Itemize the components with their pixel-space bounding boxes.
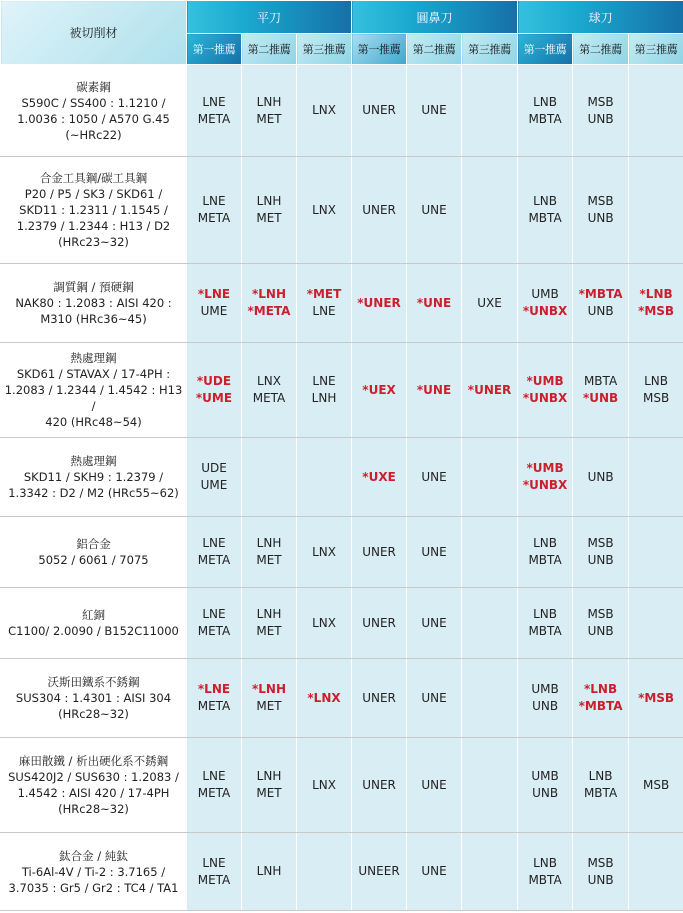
material-cell bbox=[1, 738, 187, 833]
recommendation-cell bbox=[573, 65, 629, 157]
sub-header-second: 第二推薦 bbox=[242, 34, 297, 65]
tool-code: UNB bbox=[587, 304, 614, 318]
recommendation-cell bbox=[297, 659, 352, 738]
recommendation-cell bbox=[297, 264, 352, 343]
tool-code: UNB bbox=[587, 211, 614, 225]
tool-code: UME bbox=[200, 304, 228, 318]
recommendation-cell bbox=[629, 264, 683, 343]
recommendation-cell bbox=[352, 517, 407, 588]
tool-code: MBTA bbox=[528, 624, 562, 638]
material-cell bbox=[1, 659, 187, 738]
tool-code: UNB bbox=[532, 786, 559, 800]
tool-code: *MBTA bbox=[578, 699, 623, 713]
recommendation-cell bbox=[297, 588, 352, 659]
recommendation-cell bbox=[462, 588, 518, 659]
tool-code: LNE bbox=[312, 374, 336, 388]
recommendation-cell bbox=[629, 343, 683, 438]
tool-code: LNH bbox=[256, 607, 282, 621]
table-row bbox=[1, 343, 683, 438]
recommendation-cell bbox=[462, 833, 518, 911]
tool-code: *UXE bbox=[362, 469, 396, 484]
recommendation-cell bbox=[573, 438, 629, 517]
table-row bbox=[1, 264, 683, 343]
tool-code: MSB bbox=[587, 194, 614, 208]
material-cell bbox=[1, 264, 187, 343]
material-spec-line: (HRc23~32) bbox=[58, 235, 129, 249]
recommendation-cell bbox=[297, 438, 352, 517]
recommendation-cell bbox=[352, 438, 407, 517]
recommendation-cell bbox=[407, 517, 462, 588]
recommendation-cell bbox=[573, 588, 629, 659]
sub-header-first: 第一推薦 bbox=[518, 34, 573, 65]
tool-code: UNB bbox=[532, 699, 559, 713]
recommendation-cell bbox=[573, 659, 629, 738]
recommendation-cell bbox=[242, 438, 297, 517]
recommendation-cell bbox=[573, 343, 629, 438]
recommendation-cell bbox=[352, 738, 407, 833]
material-spec-line: (HRc28~32) bbox=[58, 802, 129, 816]
tool-code: UME bbox=[200, 478, 228, 492]
tool-code: UNER bbox=[362, 690, 396, 705]
recommendation-cell bbox=[407, 264, 462, 343]
material-spec-line: 1.2379 / 1.2344 : H13 / D2 bbox=[16, 219, 171, 233]
recommendation-cell bbox=[242, 833, 297, 911]
tool-code: LNE bbox=[202, 94, 226, 109]
recommendation-cell bbox=[352, 157, 407, 264]
sub-header-third: 第三推薦 bbox=[297, 34, 352, 65]
tool-code: *UNBX bbox=[522, 478, 568, 492]
tool-code: LNE bbox=[202, 194, 226, 208]
tool-code: UNE bbox=[421, 103, 447, 117]
sub-header-first: 第一推薦 bbox=[352, 34, 407, 65]
tool-code: META bbox=[197, 872, 231, 887]
material-cell bbox=[1, 343, 187, 438]
tool-code: UNE bbox=[421, 469, 447, 484]
tool-code: MSB bbox=[587, 536, 614, 550]
material-cell bbox=[1, 65, 187, 157]
tool-code: LNE bbox=[202, 855, 226, 870]
tool-code: *UNER bbox=[357, 295, 401, 310]
material-spec-line: (HRc28~32) bbox=[58, 707, 129, 721]
sub-header-third: 第三推薦 bbox=[629, 34, 683, 65]
tool-code: *LNE bbox=[197, 682, 231, 696]
tool-code: MET bbox=[256, 111, 282, 126]
table-row bbox=[1, 588, 683, 659]
tool-code: UNER bbox=[362, 777, 396, 792]
recommendation-cell bbox=[407, 438, 462, 517]
recommendation-cell bbox=[629, 588, 683, 659]
material-spec-line: 1.2083 / 1.2344 / 1.4542 : H13 / bbox=[4, 383, 183, 413]
recommendation-cell bbox=[297, 738, 352, 833]
sub-header-third: 第三推薦 bbox=[462, 34, 518, 65]
recommendation-cell bbox=[407, 65, 462, 157]
tool-code: LNH bbox=[311, 391, 337, 405]
tool-code: LNH bbox=[256, 769, 282, 783]
tool-code: LNB bbox=[533, 536, 558, 550]
material-name: 鋁合金 bbox=[76, 537, 111, 551]
recommendation-cell bbox=[518, 517, 573, 588]
material-name: 鈦合金 / 純鈦 bbox=[59, 848, 128, 863]
material-cell bbox=[1, 157, 187, 264]
recommendation-cell bbox=[573, 157, 629, 264]
tool-code: META bbox=[197, 624, 231, 638]
tool-code: *UNBX bbox=[522, 304, 568, 318]
recommendation-cell bbox=[407, 343, 462, 438]
tool-code: LNE bbox=[202, 769, 226, 783]
tool-code: LNE bbox=[312, 304, 336, 318]
tool-code: LNH bbox=[256, 864, 282, 878]
tool-code: UNER bbox=[362, 544, 396, 559]
recommendation-cell bbox=[297, 517, 352, 588]
recommendation-cell bbox=[407, 738, 462, 833]
material-name: 沃斯田鐵系不銹鋼 bbox=[47, 675, 140, 689]
recommendation-cell bbox=[462, 659, 518, 738]
recommendation-cell bbox=[242, 738, 297, 833]
tool-code: LNX bbox=[257, 374, 281, 388]
tool-code: MSB bbox=[642, 777, 670, 792]
tool-code: MBTA bbox=[583, 374, 618, 388]
tool-code: META bbox=[252, 391, 286, 405]
material-spec-line: 3.7035 : Gr5 / Gr2 : TC4 / TA1 bbox=[8, 880, 179, 895]
tool-code: UNE bbox=[421, 544, 447, 559]
material-name: 碳素鋼 bbox=[76, 79, 111, 94]
tool-code: *LNE bbox=[197, 287, 231, 301]
material-spec-line: M310 (HRc36~45) bbox=[40, 312, 147, 326]
material-cell bbox=[1, 517, 187, 588]
tool-code: MBTA bbox=[528, 211, 562, 225]
material-spec-line: (~HRc22) bbox=[65, 127, 122, 142]
tool-code: MSB bbox=[587, 855, 614, 870]
tool-code: *UDE bbox=[196, 374, 232, 388]
tool-code: UNB bbox=[587, 553, 614, 567]
recommendation-cell bbox=[352, 588, 407, 659]
table-row bbox=[1, 157, 683, 264]
tool-code: *LNB bbox=[639, 287, 673, 301]
recommendation-cell bbox=[297, 343, 352, 438]
tool-code: MBTA bbox=[528, 872, 562, 887]
tool-code: MBTA bbox=[583, 786, 618, 800]
tool-code: UMB bbox=[531, 287, 559, 301]
tool-code: MET bbox=[256, 786, 282, 800]
tool-code: UNER bbox=[362, 103, 396, 117]
tool-code: LNB bbox=[588, 769, 613, 783]
recommendation-cell bbox=[518, 833, 573, 911]
recommendation-cell bbox=[297, 157, 352, 264]
material-spec-line: S590C / SS400 : 1.1210 / bbox=[21, 95, 166, 110]
tool-code: LNH bbox=[256, 536, 282, 550]
recommendation-cell bbox=[407, 157, 462, 264]
material-spec-line: NAK80 : 1.2083 : AISI 420 : bbox=[15, 296, 172, 310]
tool-code: UDE bbox=[201, 461, 227, 475]
tool-code: *MSB bbox=[638, 304, 675, 318]
recommendation-cell bbox=[629, 65, 683, 157]
material-spec-line: Ti-6Al-4V / Ti-2 : 3.7165 / bbox=[21, 864, 166, 879]
tool-code: LNH bbox=[256, 94, 282, 109]
tool-code: UMB bbox=[531, 769, 559, 783]
recommendation-cell bbox=[518, 343, 573, 438]
tool-code: UNE bbox=[421, 864, 447, 878]
material-spec-line: 1.4542 : AISI 420 / 17-4PH bbox=[17, 786, 170, 800]
tool-code: MET bbox=[256, 699, 282, 713]
group-header-flat: 平刀 bbox=[187, 1, 352, 34]
material-spec-line: P20 / P5 / SK3 / SKD61 / bbox=[24, 187, 163, 201]
recommendation-cell bbox=[187, 738, 242, 833]
material-spec-line: SUS304 : 1.4301 : AISI 304 bbox=[15, 691, 172, 705]
material-spec-line: 5052 / 6061 / 7075 bbox=[38, 553, 149, 567]
table-row bbox=[1, 65, 683, 157]
recommendation-cell bbox=[187, 343, 242, 438]
tool-code: MET bbox=[256, 553, 282, 567]
tool-code: UNE bbox=[421, 777, 447, 792]
recommendation-cell bbox=[462, 264, 518, 343]
material-spec-line: SKD11 : 1.2311 / 1.1545 / bbox=[19, 203, 168, 217]
recommendation-cell bbox=[242, 65, 297, 157]
material-spec-line: 1.3342 : D2 / M2 (HRc55~62) bbox=[8, 486, 179, 500]
tool-code: UNB bbox=[587, 469, 614, 484]
tool-code: *MET bbox=[306, 287, 342, 301]
tool-code: *META bbox=[247, 304, 291, 318]
material-column-header: 被切削材 bbox=[1, 1, 187, 65]
recommendation-cell bbox=[242, 517, 297, 588]
group-header-ball: 球刀 bbox=[518, 1, 683, 34]
tool-code: *UNB bbox=[582, 391, 619, 405]
recommendation-cell bbox=[573, 517, 629, 588]
recommendation-cell bbox=[242, 343, 297, 438]
recommendation-cell bbox=[629, 738, 683, 833]
recommendation-cell bbox=[573, 738, 629, 833]
tool-code: *UEX bbox=[362, 382, 396, 397]
tool-code: *LNH bbox=[251, 682, 286, 696]
tool-code: *UNE bbox=[416, 382, 452, 397]
material-cell bbox=[1, 588, 187, 659]
tool-code: META bbox=[197, 699, 231, 713]
tool-code: LNB bbox=[533, 194, 558, 208]
tool-code: LNX bbox=[312, 615, 336, 630]
material-name: 熱處理鋼 bbox=[70, 454, 117, 468]
tool-code: UNB bbox=[587, 111, 614, 126]
recommendation-cell bbox=[518, 65, 573, 157]
table-row bbox=[1, 659, 683, 738]
tool-code: META bbox=[197, 786, 231, 800]
recommendation-cell bbox=[518, 659, 573, 738]
tool-code: UNB bbox=[587, 872, 614, 887]
recommendation-cell bbox=[242, 588, 297, 659]
recommendation-cell bbox=[518, 738, 573, 833]
material-spec-line: C1100/ 2.0090 / B152C11000 bbox=[8, 624, 179, 638]
table-header bbox=[1, 1, 683, 65]
recommendation-cell bbox=[407, 833, 462, 911]
recommendation-cell bbox=[462, 738, 518, 833]
table-body bbox=[1, 65, 683, 911]
tool-code: LNB bbox=[644, 374, 669, 388]
material-spec-line: SKD11 / SKH9 : 1.2379 / bbox=[23, 470, 164, 484]
recommendation-cell bbox=[187, 517, 242, 588]
recommendation-cell bbox=[518, 588, 573, 659]
tool-code: *LNB bbox=[584, 682, 618, 696]
recommendation-cell bbox=[352, 833, 407, 911]
recommendation-cell bbox=[462, 157, 518, 264]
recommendation-cell bbox=[518, 157, 573, 264]
material-name: 麻田散鐵 / 析出硬化系不銹鋼 bbox=[18, 754, 169, 768]
recommendation-cell bbox=[187, 833, 242, 911]
tool-code: *UMB bbox=[526, 461, 564, 475]
recommendation-cell bbox=[187, 588, 242, 659]
recommendation-cell bbox=[407, 659, 462, 738]
tool-code: UNB bbox=[587, 624, 614, 638]
tool-code: MSB bbox=[587, 607, 614, 621]
tool-code: *UMB bbox=[526, 374, 564, 388]
recommendation-cell bbox=[629, 659, 683, 738]
recommendation-cell bbox=[629, 438, 683, 517]
material-spec-line: SUS420J2 / SUS630 : 1.2083 / bbox=[8, 770, 179, 784]
recommendation-cell bbox=[518, 264, 573, 343]
tool-code: META bbox=[197, 553, 231, 567]
tool-code: LNB bbox=[533, 607, 558, 621]
recommendation-cell bbox=[187, 264, 242, 343]
recommendation-cell bbox=[629, 157, 683, 264]
table-row bbox=[1, 517, 683, 588]
sub-header-first: 第一推薦 bbox=[187, 34, 242, 65]
recommendation-cell bbox=[352, 264, 407, 343]
recommendation-cell bbox=[629, 517, 683, 588]
tool-code: *UME bbox=[195, 391, 233, 405]
tool-code: MET bbox=[256, 211, 282, 225]
recommendation-cell bbox=[352, 343, 407, 438]
sub-header-second: 第二推薦 bbox=[573, 34, 629, 65]
recommendation-cell bbox=[407, 588, 462, 659]
material-spec-line: 1.0036 : 1050 / A570 G.45 bbox=[17, 111, 170, 126]
table-row bbox=[1, 833, 683, 911]
recommendation-cell bbox=[297, 833, 352, 911]
tool-code: LNX bbox=[312, 103, 336, 117]
tool-code: *UNER bbox=[467, 382, 512, 397]
tool-code: *LNX bbox=[307, 690, 341, 705]
tool-code: META bbox=[197, 111, 231, 126]
recommendation-cell bbox=[187, 157, 242, 264]
recommendation-cell bbox=[462, 343, 518, 438]
tool-code: UNE bbox=[421, 202, 447, 217]
recommendation-cell bbox=[462, 438, 518, 517]
tool-code: UMB bbox=[531, 682, 559, 696]
tool-code: LNX bbox=[312, 777, 336, 792]
tool-code: LNX bbox=[312, 544, 336, 559]
tool-code: LNB bbox=[533, 855, 558, 870]
material-name: 熱處理鋼 bbox=[70, 351, 117, 365]
material-spec-line: SKD61 / STAVAX / 17-4PH : bbox=[16, 367, 171, 381]
tool-code: UNER bbox=[362, 202, 396, 217]
recommendation-cell bbox=[242, 264, 297, 343]
tool-code: MSB bbox=[587, 94, 614, 109]
tool-code: *MBTA bbox=[578, 287, 623, 301]
tool-code: LNE bbox=[202, 536, 226, 550]
recommendation-cell bbox=[242, 659, 297, 738]
tool-code: LNB bbox=[533, 94, 558, 109]
tool-code: MSB bbox=[642, 391, 670, 405]
material-name: 紅銅 bbox=[82, 608, 105, 622]
tool-code: MET bbox=[256, 624, 282, 638]
tool-code: *LNH bbox=[251, 287, 286, 301]
sub-header-second: 第二推薦 bbox=[407, 34, 462, 65]
recommendation-cell bbox=[297, 65, 352, 157]
recommendation-cell bbox=[187, 659, 242, 738]
recommendation-cell bbox=[462, 65, 518, 157]
material-name: 調質鋼 / 預硬鋼 bbox=[53, 280, 134, 294]
tool-code: UNE bbox=[421, 690, 447, 705]
tool-code: UNER bbox=[362, 615, 396, 630]
recommendation-cell bbox=[573, 833, 629, 911]
tool-code: *MSB bbox=[638, 690, 675, 705]
recommendation-cell bbox=[352, 659, 407, 738]
group-header-corner-radius: 圓鼻刀 bbox=[352, 1, 518, 34]
material-name: 合金工具鋼/碳工具鋼 bbox=[39, 171, 148, 185]
tool-code: UNE bbox=[421, 615, 447, 630]
table-row bbox=[1, 738, 683, 833]
table-row bbox=[1, 438, 683, 517]
tool-code: LNX bbox=[312, 202, 336, 217]
tool-code: UNEER bbox=[358, 864, 400, 878]
tool-code: LNE bbox=[202, 607, 226, 621]
tool-code: UXE bbox=[477, 295, 502, 310]
recommendation-cell bbox=[462, 517, 518, 588]
recommendation-cell bbox=[187, 65, 242, 157]
tool-code: LNH bbox=[256, 194, 282, 208]
tool-code: MBTA bbox=[528, 111, 562, 126]
tool-code: *UNE bbox=[416, 295, 452, 310]
material-cell bbox=[1, 438, 187, 517]
tool-code: META bbox=[197, 211, 231, 225]
material-spec-line: 420 (HRc48~54) bbox=[45, 415, 142, 429]
material-cell bbox=[1, 833, 187, 911]
recommendation-cell bbox=[242, 157, 297, 264]
recommendation-cell bbox=[187, 438, 242, 517]
recommendation-cell bbox=[518, 438, 573, 517]
tool-code: MBTA bbox=[528, 553, 562, 567]
recommendation-cell bbox=[629, 833, 683, 911]
recommendation-cell bbox=[352, 65, 407, 157]
tool-code: *UNBX bbox=[522, 391, 568, 405]
recommendation-cell bbox=[573, 264, 629, 343]
